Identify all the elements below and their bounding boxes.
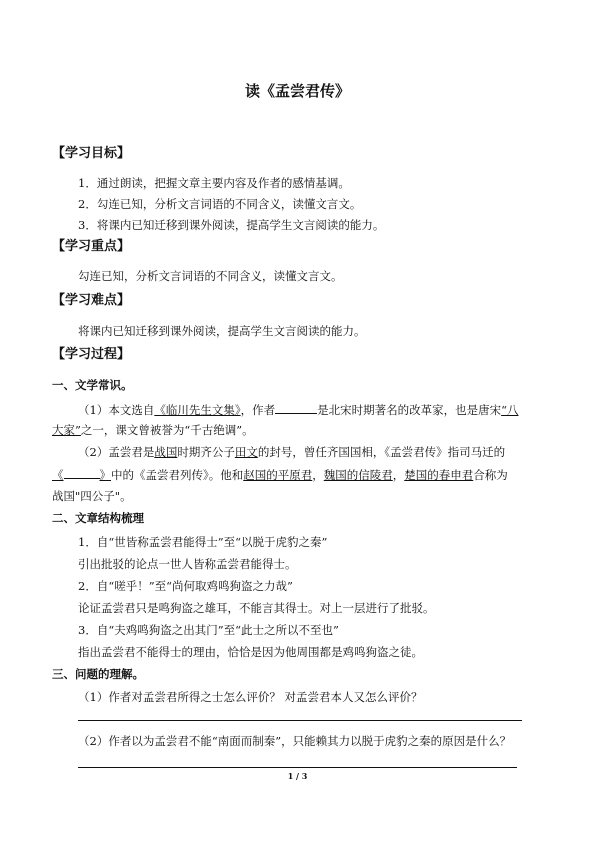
underlined-term: 楚国的春申君 [404, 468, 474, 482]
underlined-term: 大家” [52, 423, 81, 437]
process-heading: 【学习过程】 [52, 347, 131, 362]
structure-item-title: 1．自“世皆称孟尝君能得士”至“以脱于虎豹之秦” [78, 535, 328, 549]
goals-heading: 【学习目标】 [52, 146, 131, 161]
text-span: （2）孟尝君是 [78, 445, 155, 459]
literature-paragraph-1 [78, 402, 518, 417]
goal-item: 1．通过朗读，把握文章主要内容及作者的感情基调。 [78, 176, 350, 190]
text-span: 之一，课文曾被誉为“千古绝调”。 [80, 423, 254, 437]
key-points-text: 勾连已知，分析文言词语的不同含义，读懂文言文。 [78, 269, 343, 283]
question-2: （2）作者以为孟尝君不能“南面而制秦”，只能赖其力以脱于虎豹之秦的原因是什么？ [78, 734, 512, 748]
text-span: 》 [99, 468, 111, 482]
text-span: （1）本文选自 [78, 403, 155, 417]
text-span: 《 [52, 468, 64, 482]
part3-heading: 三、问题的理解。 [52, 667, 144, 681]
part2-heading: 二、文章结构梳理 [52, 511, 144, 525]
answer-line [78, 720, 522, 721]
difficulty-heading: 【学习难点】 [52, 293, 131, 308]
goal-item: 2．勾连已知，分析文言词语的不同含义，读懂文言文。 [78, 197, 362, 211]
footer-divider [78, 767, 517, 768]
underlined-term: 魏国的信陵君 [323, 468, 393, 482]
text-span: ， [312, 468, 324, 482]
structure-item-desc: 指出孟尝君不能得士的理由，恰恰是因为他周围都是鸡鸣狗盗之徒。 [78, 645, 423, 659]
difficulty-text: 将课内已知迁移到课外阅读，提高学生文言阅读的能力。 [78, 324, 366, 338]
structure-item-desc: 论证孟尝君只是鸣狗盗之雄耳，不能言其得士。对上一层进行了批驳。 [78, 601, 435, 615]
text-span: 时期齐公子 [177, 445, 235, 459]
document-title: 读《孟尝君传》 [244, 82, 350, 100]
part1-heading: 一、文学常识。 [52, 378, 133, 392]
author-blank [275, 402, 317, 414]
literature-paragraph-2 [78, 445, 505, 459]
text-span: 是北宋时期著名的改革家，也是唐宋 [317, 403, 502, 417]
structure-item-title: 2．自“嗟乎！”至“尚何取鸡鸣狗盗之力哉” [78, 579, 293, 593]
underlined-term: 赵国的平原君 [243, 468, 313, 482]
text-span: ， [392, 468, 405, 482]
book-title: 《临川先生文集》 [154, 403, 241, 417]
text-span: 的封号，曾任齐国国相，《孟尝君传》指司马迁的 [257, 445, 506, 459]
structure-item-title: 3．自“夫鸡鸣狗盗之出其门”至“此士之所以不至也” [78, 623, 339, 637]
key-points-heading: 【学习重点】 [52, 239, 131, 254]
page-number: 1 / 3 [287, 771, 308, 781]
underlined-term: 战国 [154, 445, 178, 459]
goal-item: 3．将课内已知迁移到课外阅读，提高学生文言阅读的能力。 [78, 218, 385, 232]
literature-paragraph-2-end: 战国"四公子"。 [52, 489, 132, 503]
text-span: 中的《孟尝君列传》。他和 [111, 468, 244, 482]
text-span: 合称为 [473, 468, 508, 482]
literature-paragraph-1-cont [52, 423, 254, 437]
underlined-term: 田文 [234, 445, 258, 459]
book-blank [64, 467, 100, 479]
question-1: （1）作者对孟尝君所得之士怎么评价？ 对孟尝君本人又怎么评价？ [78, 690, 423, 704]
literature-paragraph-2-cont [52, 467, 508, 482]
underlined-term: “八 [501, 403, 519, 417]
text-span: ，作者 [240, 403, 276, 417]
structure-item-desc: 引出批驳的论点一世人皆称孟尝君能得士。 [78, 557, 297, 571]
